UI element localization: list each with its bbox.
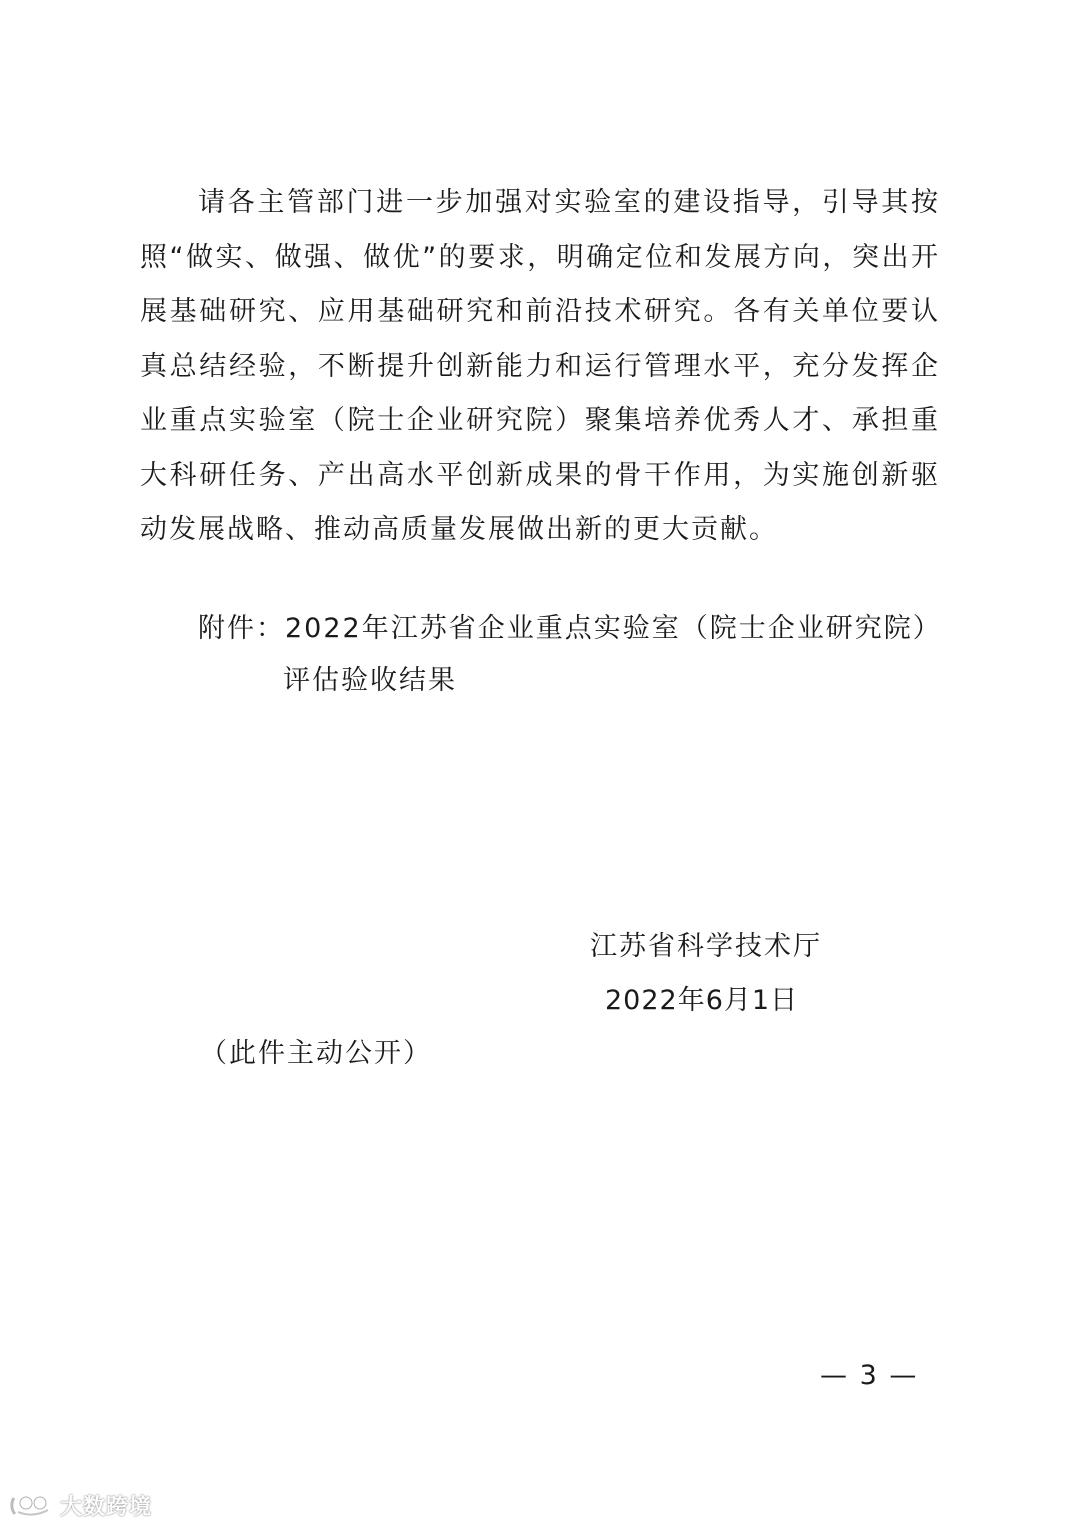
signature-organization: 江苏省科学技术厅 (590, 931, 822, 962)
attachment-title-continued: 评估验收结果 (283, 665, 457, 696)
body-paragraph: 请各主管部门进一步加强对实验室的建设指导，引导其按照“做实、做强、做优”的要求，明确定位和发展方向，突出开展基础研究、应用基础研究和前沿技术研究。各有关单位要认真总结经验，不断提升创新能力和运行管理水平，充分发挥企业重点实验室（院士企业研究院）聚集培养优秀人才、承担重大科研任务、产出高水平创新成果的骨干作用，为实施创新驱动发展战略、推动高质量发展做出新的更大贡献。 (140, 187, 940, 545)
watermark-text: 大数跨境 (60, 1495, 153, 1520)
signature-date: 2022年6月1日 (605, 985, 799, 1016)
watermark (8, 1490, 152, 1521)
page-number: — 3 — (820, 1360, 919, 1391)
brand-logo-icon (8, 1494, 54, 1518)
disclosure-note: （此件主动公开） (200, 1038, 432, 1069)
attachment-title: 附件：2022年江苏省企业重点实验室（院士企业研究院） (198, 613, 942, 644)
